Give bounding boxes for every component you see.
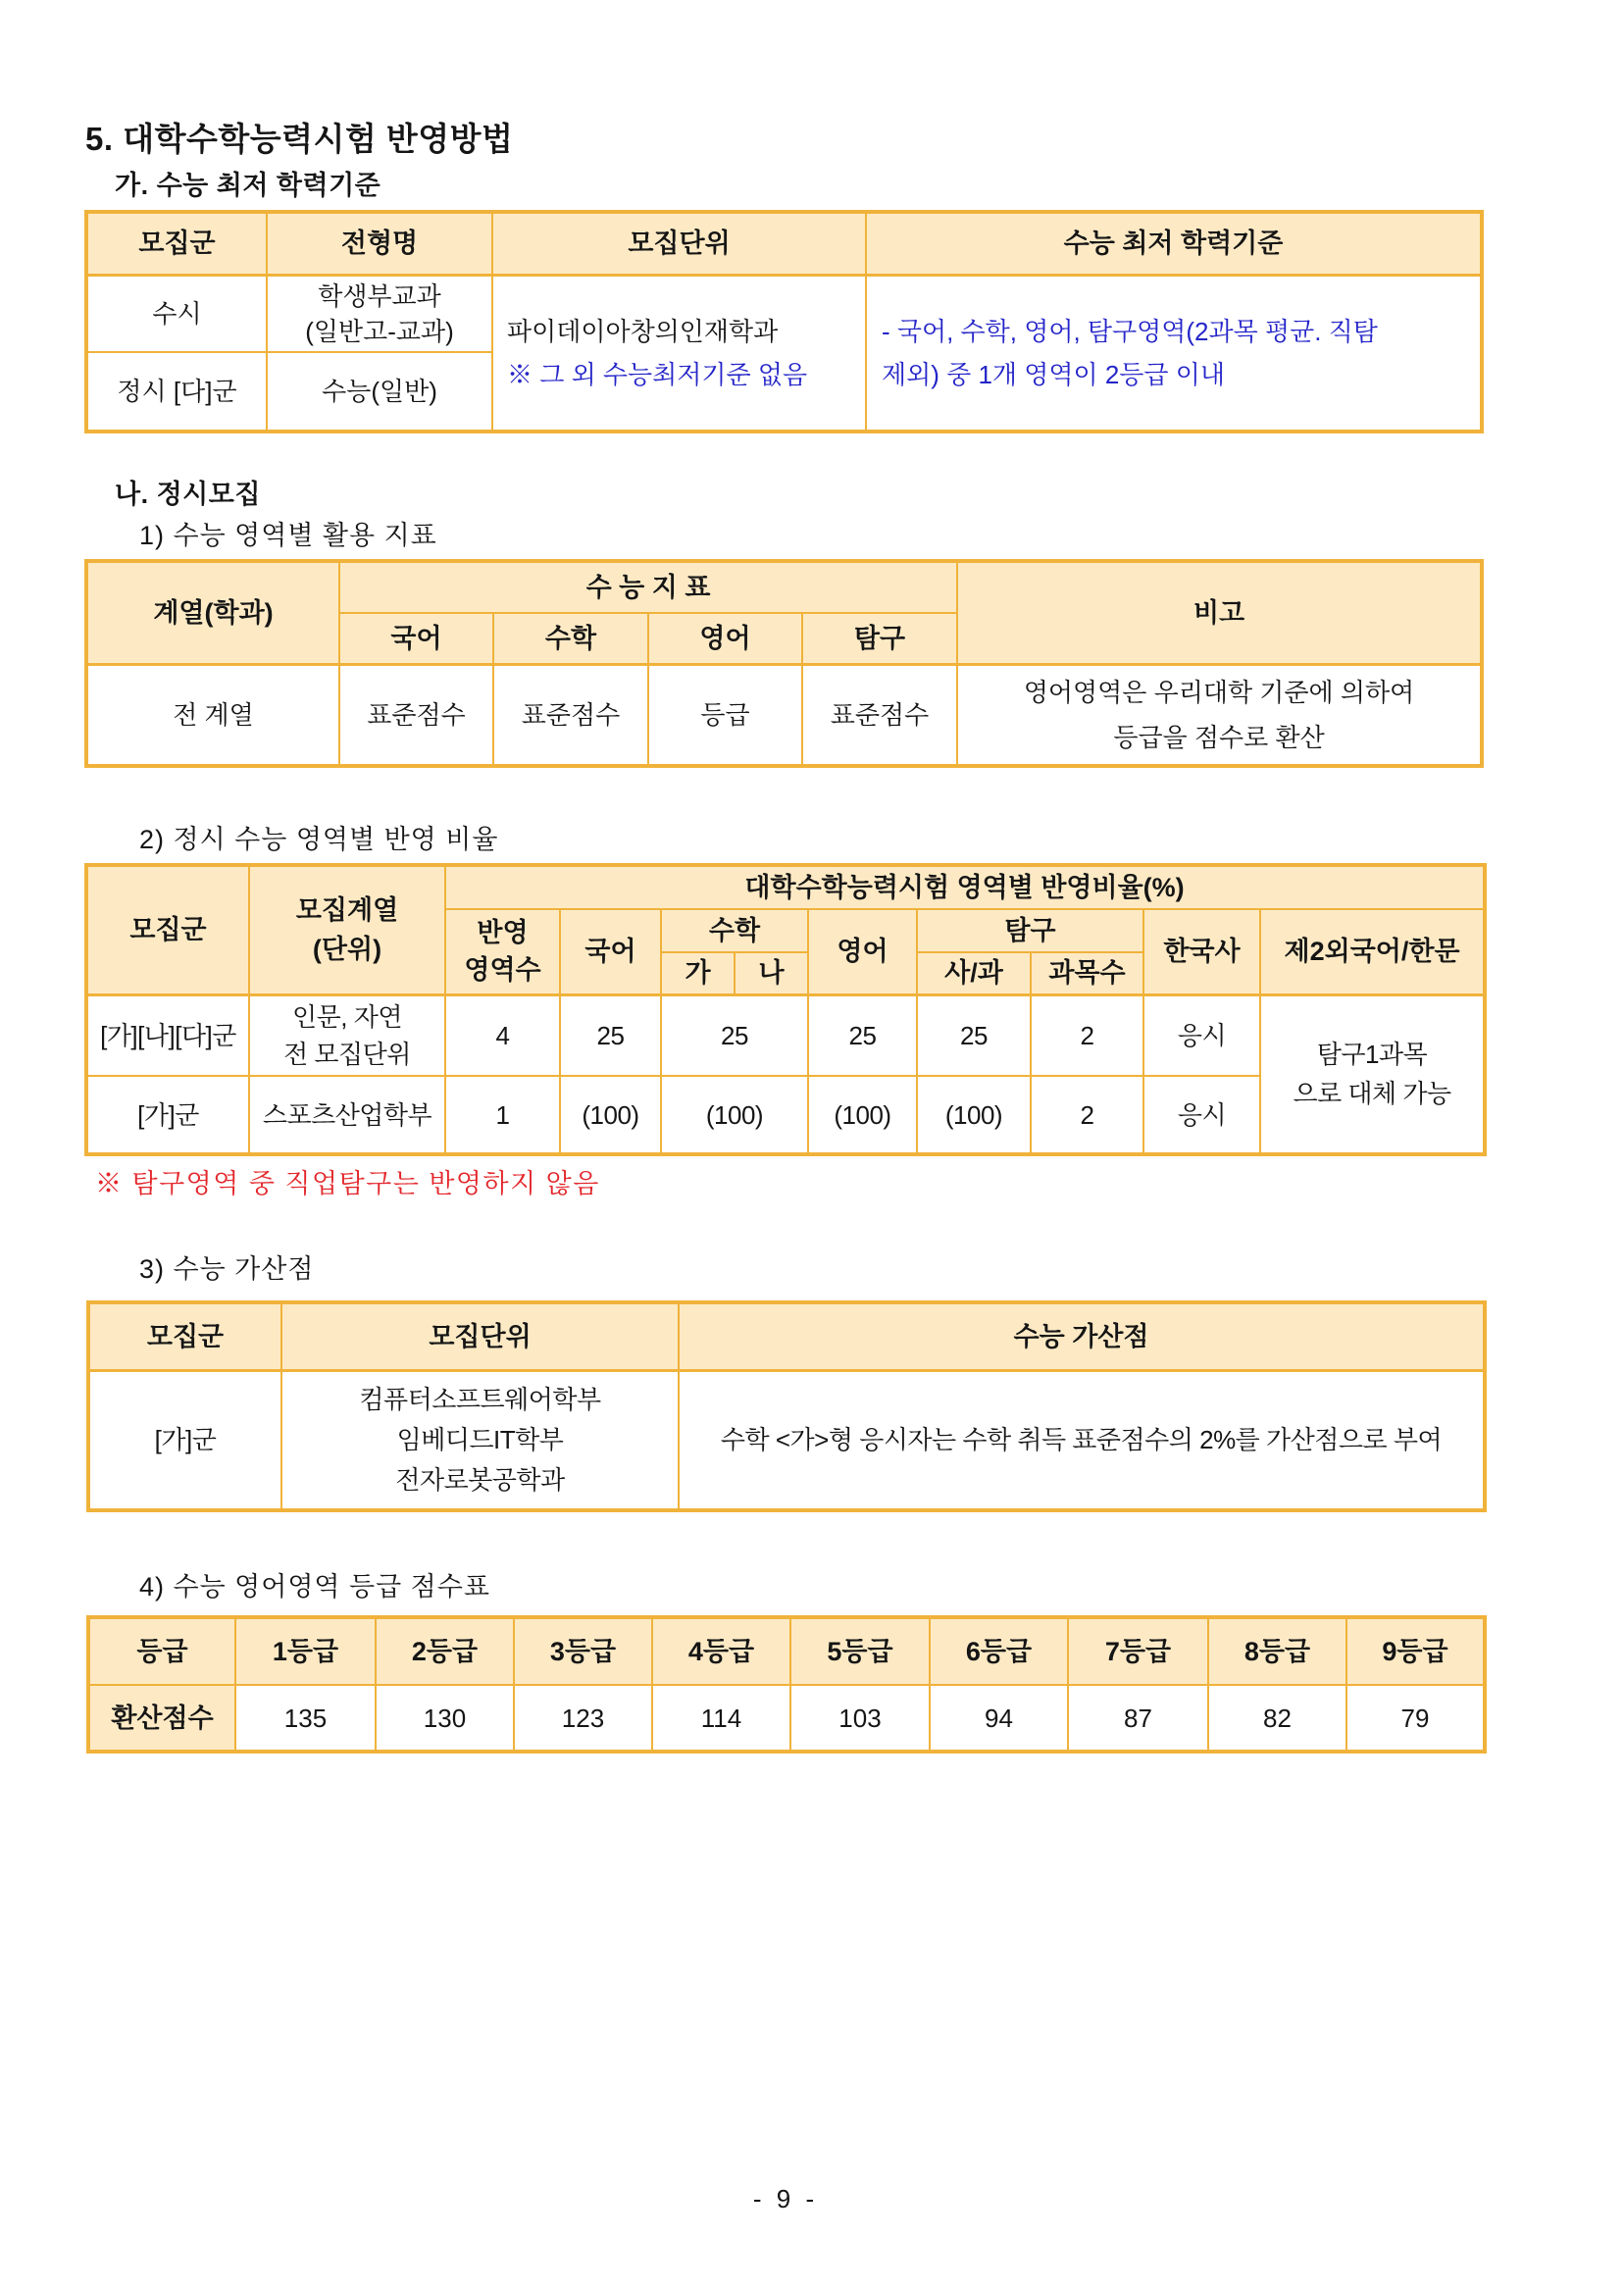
cell-score: 87 (1068, 1685, 1208, 1752)
recruit-unit-line: 컴퓨터소프트웨어학부 (359, 1384, 601, 1414)
header-grade: 9등급 (1346, 1617, 1485, 1685)
admission-type-line: (일반고-교과) (305, 316, 454, 346)
cell-inquiry: 25 (917, 994, 1031, 1076)
indicators-title: 1) 수능 영역별 활용 지표 (139, 521, 437, 550)
minimum-criteria-title: 가. 수능 최저 학력기준 (115, 171, 381, 200)
header-ratio-main: 대학수학능력시험 영역별 반영비율(%) (445, 865, 1485, 909)
cell-math-indicator: 표준점수 (493, 664, 648, 766)
header-recruit-group: 모집군 (86, 212, 267, 275)
header-grade: 6등급 (930, 1617, 1068, 1685)
header-row (88, 1617, 1485, 1685)
criteria-line: 제외) 중 1개 영역이 2등급 이내 (882, 359, 1225, 389)
header-admission-type: 전형명 (267, 212, 492, 275)
cell-inquiry-indicator: 표준점수 (802, 664, 957, 766)
inquiry-exclusion-note: ※ 탐구영역 중 직업탐구는 반영하지 않음 (95, 1169, 600, 1198)
cell-area-count: 4 (445, 994, 560, 1076)
header-math-type-na: 나 (735, 952, 808, 994)
header-count-line: 영역수 (464, 955, 541, 986)
table-row (86, 994, 1485, 1076)
header-field-line: (단위) (312, 935, 382, 965)
header-subject-math: 수학 (493, 613, 648, 664)
header-row (88, 1302, 1485, 1370)
header-korean-history: 한국사 (1143, 909, 1260, 994)
cell-remark (957, 664, 1482, 766)
header-math-type-ga: 가 (661, 952, 735, 994)
cell-second-language (1260, 994, 1485, 1154)
table-row (88, 1685, 1485, 1752)
header-subject-inquiry: 탐구 (802, 613, 957, 664)
bonus-title: 3) 수능 가산점 (139, 1254, 315, 1284)
cell-score: 135 (235, 1685, 376, 1752)
cell-admission-type (267, 352, 492, 432)
cell-inquiry-subjects: 2 (1031, 994, 1143, 1076)
header-grade: 7등급 (1068, 1617, 1208, 1685)
header-area-count (445, 909, 560, 994)
table-row (88, 1370, 1485, 1510)
header-remark: 비고 (957, 561, 1482, 664)
cell-korean-indicator: 표준점수 (339, 664, 493, 766)
cell-math: (100) (661, 1076, 808, 1154)
score-indicator-table (84, 559, 1484, 768)
cell-recruit-group: [가]군 (86, 1076, 249, 1154)
cell-recruit-unit (492, 275, 866, 432)
header-inquiry-social-science: 사/과 (917, 952, 1031, 994)
second-language-line: 탐구1과목 (1316, 1040, 1428, 1070)
cell-korean-history: 응시 (1143, 994, 1260, 1076)
header-subject-korean: 국어 (339, 613, 493, 664)
header-grade-label: 등급 (88, 1617, 235, 1685)
recruit-unit-note: ※ 그 외 수능최저기준 없음 (507, 359, 808, 389)
header-recruit-field (249, 865, 445, 994)
cell-score: 123 (514, 1685, 652, 1752)
table-row (86, 275, 1482, 352)
field-line: 인문, 자연 (292, 1001, 402, 1032)
cell-minimum-criteria (866, 275, 1482, 432)
header-recruit-unit: 모집단위 (281, 1302, 679, 1370)
header-recruit-group: 모집군 (88, 1302, 281, 1370)
cell-bonus-description: 수학 <가>형 응시자는 수학 취득 표준점수의 2%를 가산점으로 부여 (679, 1370, 1485, 1510)
cell-score: 82 (1208, 1685, 1346, 1752)
header-field: 계열(학과) (86, 561, 339, 664)
header-subject-english: 영어 (648, 613, 802, 664)
header-row (86, 212, 1482, 275)
second-language-line: 으로 대체 가능 (1293, 1079, 1451, 1109)
header-grade: 8등급 (1208, 1617, 1346, 1685)
header-grade: 5등급 (790, 1617, 930, 1685)
field-line: 전 모집단위 (283, 1039, 411, 1069)
header-grade: 2등급 (376, 1617, 514, 1685)
cell-score: 94 (930, 1685, 1068, 1752)
header-grade: 4등급 (652, 1617, 790, 1685)
header-math: 수학 (661, 909, 808, 952)
score-label: 환산점수 (88, 1685, 235, 1752)
cell-inquiry: (100) (917, 1076, 1031, 1154)
recruit-unit-name: 파이데이아창의인재학과 (507, 316, 779, 346)
cell-english: (100) (808, 1076, 917, 1154)
cell-score: 103 (790, 1685, 930, 1752)
score-ratio-table (84, 863, 1487, 1156)
minimum-criteria-table (84, 210, 1484, 433)
header-bonus-points: 수능 가산점 (679, 1302, 1485, 1370)
header-english: 영어 (808, 909, 917, 994)
cell-inquiry-subjects: 2 (1031, 1076, 1143, 1154)
remark-line: 영어영역은 우리대학 기준에 의하여 (1023, 677, 1415, 707)
cell-recruit-units (281, 1370, 679, 1510)
cell-score: 130 (376, 1685, 514, 1752)
table-row (86, 664, 1482, 766)
cell-area-count: 1 (445, 1076, 560, 1154)
cell-korean: 25 (560, 994, 661, 1076)
cell-score: 114 (652, 1685, 790, 1752)
header-field-line: 모집계열 (295, 895, 399, 926)
cell-score: 79 (1346, 1685, 1485, 1752)
cell-recruit-group: 정시 [다]군 (86, 352, 267, 432)
cell-admission-type (267, 275, 492, 352)
cell-recruit-group: [가]군 (88, 1370, 281, 1510)
page-number: - 9 - (752, 2184, 819, 2213)
cell-math: 25 (661, 994, 808, 1076)
cell-english: 25 (808, 994, 917, 1076)
header-korean: 국어 (560, 909, 661, 994)
header-indicator-group: 수 능 지 표 (339, 561, 957, 613)
admission-type-line: 학생부교과 (318, 280, 441, 311)
header-recruit-group: 모집군 (86, 865, 249, 994)
cell-korean-history: 응시 (1143, 1076, 1260, 1154)
cell-recruit-field (249, 1076, 445, 1154)
header-row (86, 865, 1485, 909)
header-minimum-criteria: 수능 최저 학력기준 (866, 212, 1482, 275)
english-grade-score-table (86, 1615, 1487, 1754)
section-title: 5. 대학수학능력시험 반영방법 (85, 121, 514, 157)
field-line: 스포츠산업학부 (262, 1099, 432, 1130)
header-recruit-unit: 모집단위 (492, 212, 866, 275)
cell-recruit-field (249, 994, 445, 1076)
cell-english-indicator: 등급 (648, 664, 802, 766)
header-second-language: 제2외국어/한문 (1260, 909, 1485, 994)
cell-recruit-group: [가][나][다]군 (86, 994, 249, 1076)
bonus-points-table (86, 1300, 1487, 1512)
header-row (86, 561, 1482, 613)
header-count-line: 반영 (477, 918, 529, 948)
regular-admission-title: 나. 정시모집 (115, 480, 261, 509)
header-grade: 1등급 (235, 1617, 376, 1685)
header-inquiry: 탐구 (917, 909, 1143, 952)
remark-line: 등급을 점수로 환산 (1113, 722, 1325, 752)
criteria-line: - 국어, 수학, 영어, 탐구영역(2과목 평균. 직탐 (882, 316, 1378, 346)
header-inquiry-subject-count: 과목수 (1031, 952, 1143, 994)
ratios-title: 2) 정시 수능 영역별 반영 비율 (139, 825, 499, 854)
cell-korean: (100) (560, 1076, 661, 1154)
recruit-unit-line: 전자로봇공학과 (395, 1464, 565, 1495)
cell-recruit-group: 수시 (86, 275, 267, 352)
english-grades-title: 4) 수능 영어영역 등급 점수표 (139, 1572, 490, 1602)
cell-field: 전 계열 (86, 664, 339, 766)
header-grade: 3등급 (514, 1617, 652, 1685)
admission-type-line: 수능(일반) (322, 377, 437, 406)
recruit-unit-line: 임베디드IT학부 (396, 1424, 564, 1454)
